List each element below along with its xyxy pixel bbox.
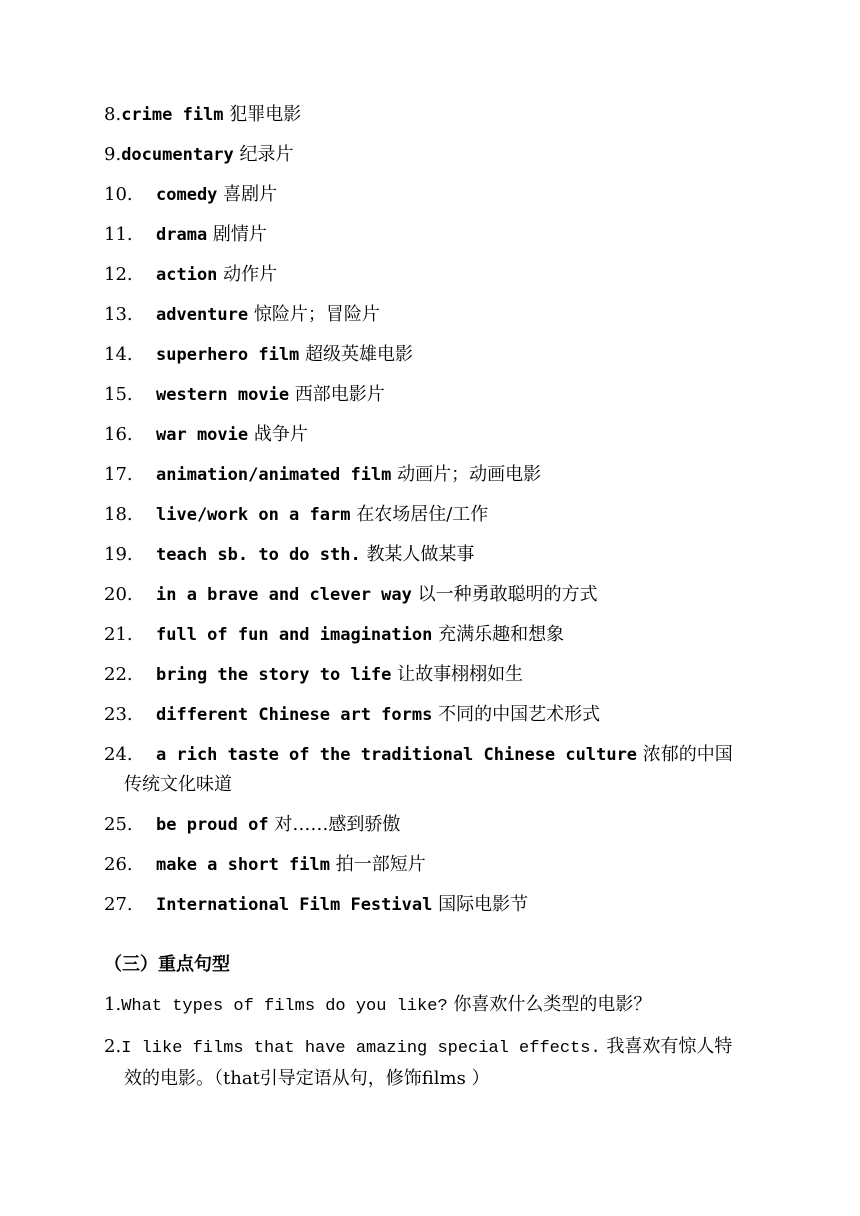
- list-item: 16. war movie 战争片: [104, 424, 308, 445]
- list-item: 24. a rich taste of the traditional Chinese culture 浓郁的中国 传统文化味道: [104, 744, 733, 795]
- list-item: 11. drama 剧情片: [104, 224, 267, 245]
- list-item: 21. full of fun and imagination 充满乐趣和想象: [104, 624, 565, 645]
- list-item: 27. International Film Festival 国际电影节: [104, 894, 529, 915]
- list-item: 1.What types of films do you like? 你喜欢什么类型的电影？: [104, 994, 652, 1016]
- list-item: 17. animation/animated film 动画片；动画电影: [104, 464, 542, 485]
- list-item: 20. in a brave and clever way 以一种勇敢聪明的方式: [104, 584, 598, 605]
- list-item: 10. comedy 喜剧片: [104, 184, 278, 205]
- list-item: 9.documentary 纪录片: [104, 144, 294, 165]
- list-item: 8.crime film 犯罪电影: [104, 104, 302, 125]
- list-item: 23. different Chinese art forms 不同的中国艺术形式: [104, 704, 601, 725]
- list-item: 14. superhero film 超级英雄电影: [104, 344, 414, 365]
- list-item: 15. western movie 西部电影片: [104, 384, 385, 405]
- list-item: 13. adventure 惊险片；冒险片: [104, 304, 380, 325]
- list-item: 12. action 动作片: [104, 264, 278, 285]
- section-heading: （三）重点句型: [104, 954, 230, 975]
- key-sentences-list: [104, 990, 764, 1104]
- vocabulary-list: [104, 100, 784, 930]
- list-item: 25. be proud of 对……感到骄傲: [104, 814, 401, 835]
- list-item: 18. live/work on a farm 在农场居住/工作: [104, 504, 489, 525]
- list-item: 2.I like films that have amazing special effects. 我喜欢有惊人特 效的电影。（that引导定语从句，修饰films ）: [104, 1036, 733, 1089]
- list-item: 22. bring the story to life 让故事栩栩如生: [104, 664, 524, 685]
- list-item: 19. teach sb. to do sth. 教某人做某事: [104, 544, 475, 565]
- list-item: 26. make a short film 拍一部短片: [104, 854, 426, 875]
